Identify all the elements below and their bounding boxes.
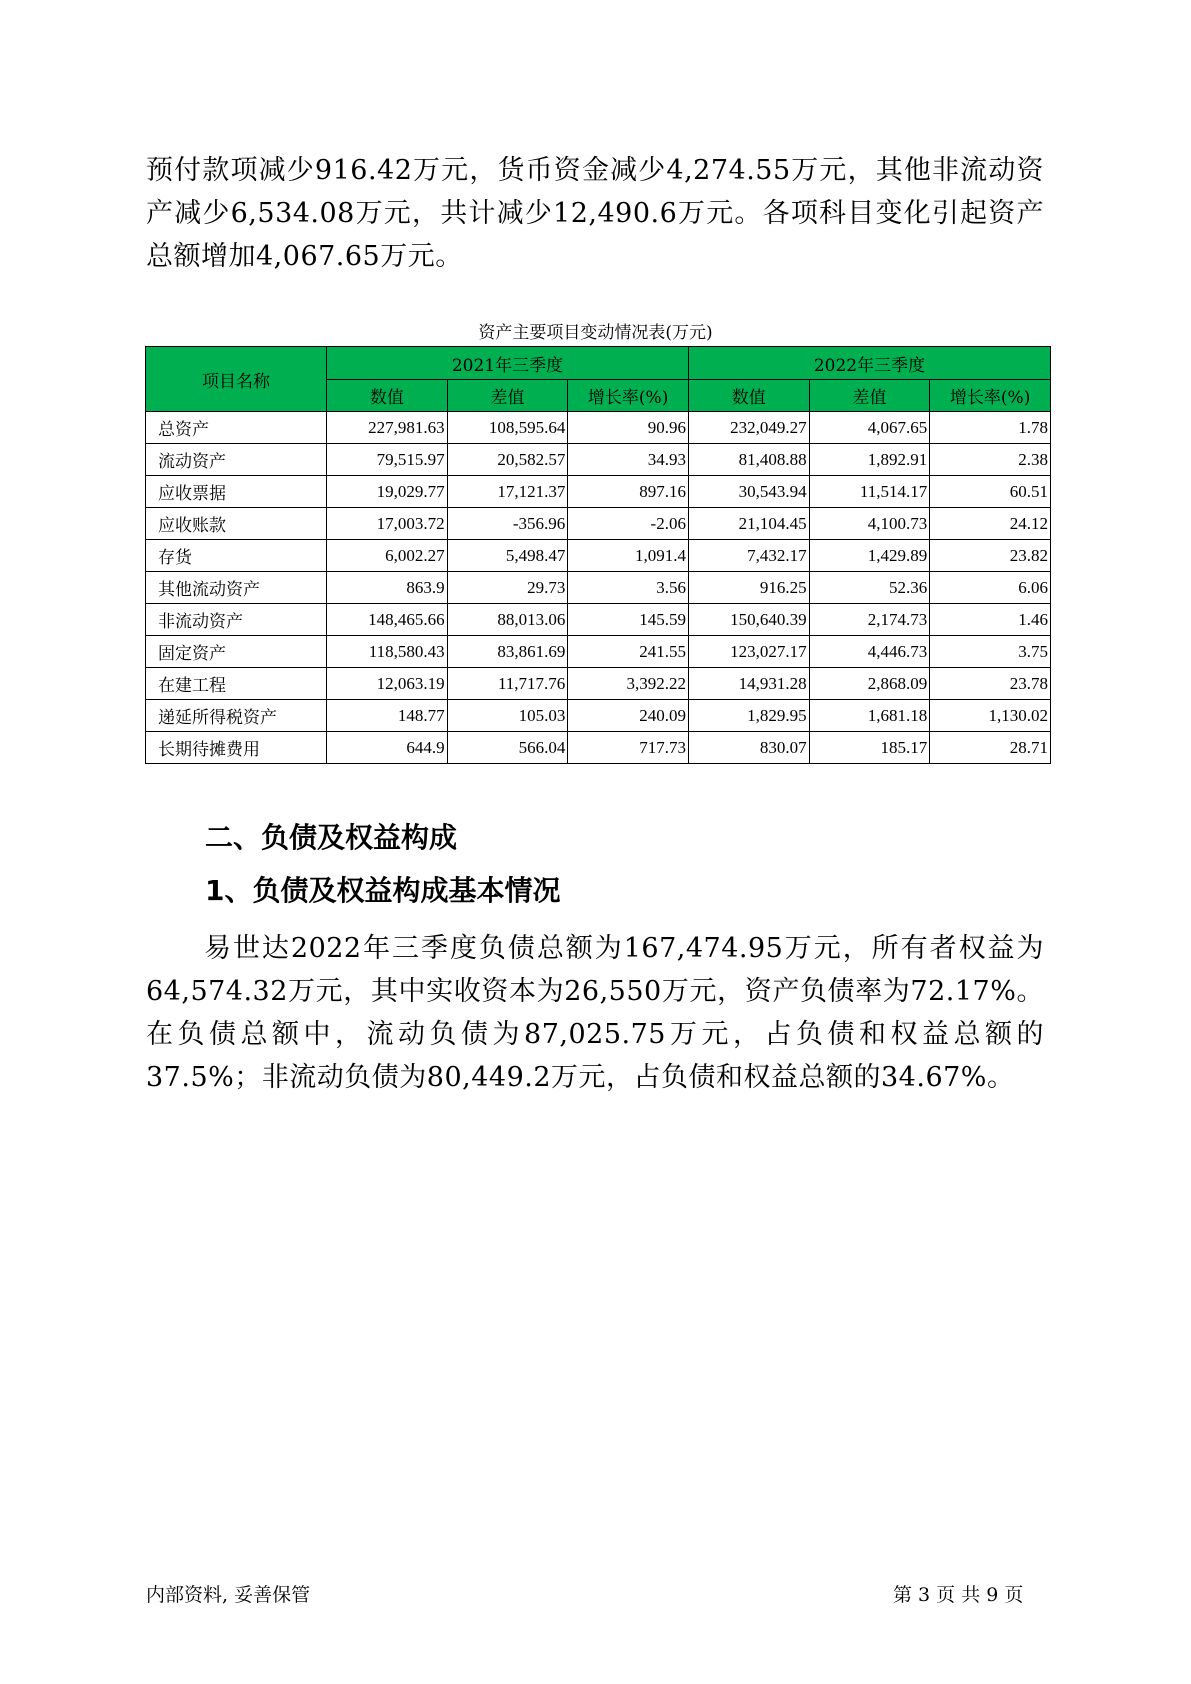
row-value-cell: 148,465.66 xyxy=(327,604,448,636)
row-value-cell: 2.38 xyxy=(930,444,1051,476)
liability-paragraph: 易世达2022年三季度负债总额为167,474.95万元，所有者权益为64,574.32万元，其中实收资本为26,550万元，资产负债率为72.17%。在负债总额中，流动负债为87,025.75万元，占负债和权益总额的37.5%；非流动负债为80,449.2万元，占负债和权益总额的34.67%。 xyxy=(146,933,1044,1093)
row-value-cell: 34.93 xyxy=(568,444,689,476)
table-row xyxy=(146,732,1051,764)
row-item-name: 递延所得税资产 xyxy=(146,700,327,732)
row-value-cell: 916.25 xyxy=(688,572,809,604)
row-item-name: 总资产 xyxy=(146,412,327,444)
table-row xyxy=(146,668,1051,700)
subheader-value: 数值 xyxy=(688,380,809,412)
table-body xyxy=(146,412,1051,764)
row-value-cell: 2,868.09 xyxy=(809,668,930,700)
row-item-name: 长期待摊费用 xyxy=(146,732,327,764)
footer-page-number: 第 3 页 共 9 页 xyxy=(893,1584,1024,1606)
row-item-name: 在建工程 xyxy=(146,668,327,700)
row-value-cell: 88,013.06 xyxy=(447,604,568,636)
row-item-name: 应收票据 xyxy=(146,476,327,508)
row-value-cell: 717.73 xyxy=(568,732,689,764)
row-value-cell: 145.59 xyxy=(568,604,689,636)
subsection-heading: 1、负债及权益构成基本情况 xyxy=(205,874,561,907)
row-value-cell: 28.71 xyxy=(930,732,1051,764)
row-value-cell: 19,029.77 xyxy=(327,476,448,508)
row-value-cell: 644.9 xyxy=(327,732,448,764)
row-value-cell: 17,121.37 xyxy=(447,476,568,508)
table-row xyxy=(146,700,1051,732)
table-row xyxy=(146,540,1051,572)
row-value-cell: 23.78 xyxy=(930,668,1051,700)
table-row xyxy=(146,508,1051,540)
row-value-cell: 897.16 xyxy=(568,476,689,508)
row-value-cell: 21,104.45 xyxy=(688,508,809,540)
row-value-cell: 1,429.89 xyxy=(809,540,930,572)
row-value-cell: 240.09 xyxy=(568,700,689,732)
row-value-cell: 3.75 xyxy=(930,636,1051,668)
header-item-name: 项目名称 xyxy=(146,347,327,412)
row-value-cell: 4,100.73 xyxy=(809,508,930,540)
row-value-cell: 12,063.19 xyxy=(327,668,448,700)
row-value-cell: 90.96 xyxy=(568,412,689,444)
subheader-diff: 差值 xyxy=(809,380,930,412)
subheader-growth: 增长率(%) xyxy=(568,380,689,412)
row-value-cell: 1.46 xyxy=(930,604,1051,636)
assets-change-table xyxy=(145,346,1051,764)
row-value-cell: 29.73 xyxy=(447,572,568,604)
row-value-cell: 3,392.22 xyxy=(568,668,689,700)
table-header-row xyxy=(146,347,1051,380)
row-value-cell: 118,580.43 xyxy=(327,636,448,668)
row-value-cell: 4,067.65 xyxy=(809,412,930,444)
row-value-cell: 108,595.64 xyxy=(447,412,568,444)
row-value-cell: 566.04 xyxy=(447,732,568,764)
table-caption: 资产主要项目变动情况表(万元) xyxy=(478,323,713,343)
table-row xyxy=(146,636,1051,668)
row-value-cell: -356.96 xyxy=(447,508,568,540)
row-value-cell: 11,717.76 xyxy=(447,668,568,700)
footer-confidential-note: 内部资料, 妥善保管 xyxy=(146,1584,311,1606)
row-value-cell: 863.9 xyxy=(327,572,448,604)
row-value-cell: 7,432.17 xyxy=(688,540,809,572)
row-item-name: 其他流动资产 xyxy=(146,572,327,604)
row-value-cell: 232,049.27 xyxy=(688,412,809,444)
row-value-cell: 60.51 xyxy=(930,476,1051,508)
subheader-growth: 增长率(%) xyxy=(930,380,1051,412)
row-value-cell: 30,543.94 xyxy=(688,476,809,508)
row-item-name: 存货 xyxy=(146,540,327,572)
row-value-cell: 227,981.63 xyxy=(327,412,448,444)
row-value-cell: 24.12 xyxy=(930,508,1051,540)
row-value-cell: 20,582.57 xyxy=(447,444,568,476)
row-value-cell: 150,640.39 xyxy=(688,604,809,636)
section-heading: 二、负债及权益构成 xyxy=(205,821,458,854)
row-value-cell: 148.77 xyxy=(327,700,448,732)
intro-paragraph: 预付款项减少916.42万元，货币资金减少4,274.55万元，其他非流动资产减少6,534.08万元，共计减少12,490.6万元。各项科目变化引起资产总额增加4,067.65万元。 xyxy=(146,155,1044,272)
row-value-cell: 1,091.4 xyxy=(568,540,689,572)
row-value-cell: 6.06 xyxy=(930,572,1051,604)
row-item-name: 应收账款 xyxy=(146,508,327,540)
row-value-cell: 1,892.91 xyxy=(809,444,930,476)
row-item-name: 非流动资产 xyxy=(146,604,327,636)
table-row xyxy=(146,476,1051,508)
row-value-cell: 14,931.28 xyxy=(688,668,809,700)
row-value-cell: 830.07 xyxy=(688,732,809,764)
row-value-cell: -2.06 xyxy=(568,508,689,540)
row-value-cell: 2,174.73 xyxy=(809,604,930,636)
row-value-cell: 52.36 xyxy=(809,572,930,604)
header-period-2021: 2021年三季度 xyxy=(327,347,689,380)
row-value-cell: 1,829.95 xyxy=(688,700,809,732)
row-item-name: 流动资产 xyxy=(146,444,327,476)
row-value-cell: 123,027.17 xyxy=(688,636,809,668)
row-value-cell: 11,514.17 xyxy=(809,476,930,508)
row-value-cell: 1,130.02 xyxy=(930,700,1051,732)
row-value-cell: 1.78 xyxy=(930,412,1051,444)
row-value-cell: 5,498.47 xyxy=(447,540,568,572)
row-value-cell: 83,861.69 xyxy=(447,636,568,668)
row-value-cell: 241.55 xyxy=(568,636,689,668)
row-value-cell: 3.56 xyxy=(568,572,689,604)
subheader-diff: 差值 xyxy=(447,380,568,412)
table-row xyxy=(146,412,1051,444)
table-row xyxy=(146,604,1051,636)
header-period-2022: 2022年三季度 xyxy=(688,347,1050,380)
row-value-cell: 1,681.18 xyxy=(809,700,930,732)
row-value-cell: 81,408.88 xyxy=(688,444,809,476)
row-value-cell: 105.03 xyxy=(447,700,568,732)
row-value-cell: 6,002.27 xyxy=(327,540,448,572)
row-item-name: 固定资产 xyxy=(146,636,327,668)
subheader-value: 数值 xyxy=(327,380,448,412)
row-value-cell: 185.17 xyxy=(809,732,930,764)
row-value-cell: 17,003.72 xyxy=(327,508,448,540)
row-value-cell: 23.82 xyxy=(930,540,1051,572)
table-row xyxy=(146,444,1051,476)
row-value-cell: 79,515.97 xyxy=(327,444,448,476)
row-value-cell: 4,446.73 xyxy=(809,636,930,668)
table-row xyxy=(146,572,1051,604)
